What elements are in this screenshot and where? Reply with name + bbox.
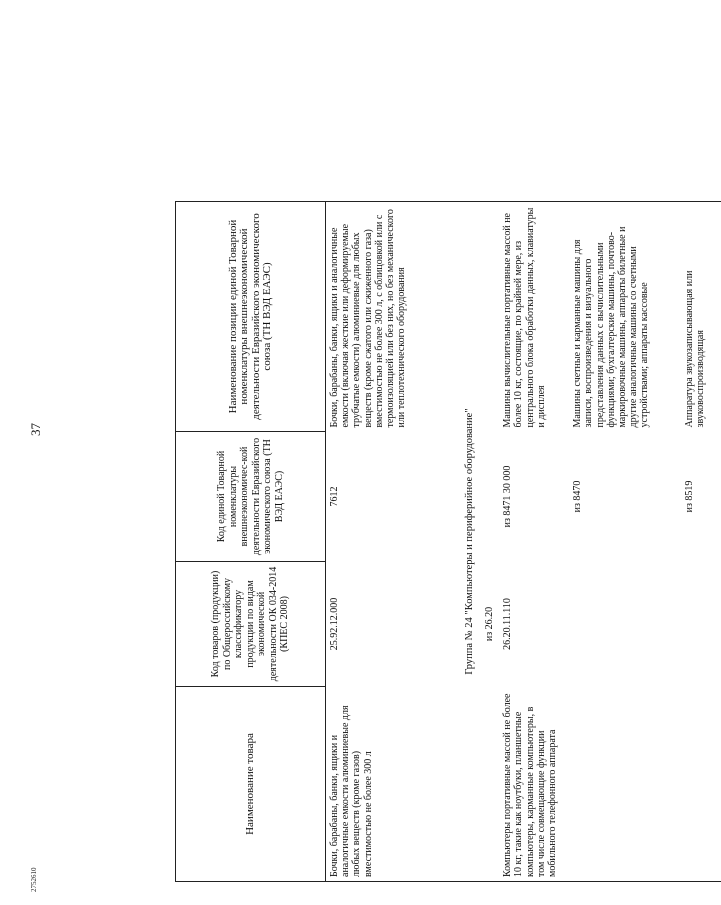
row3-tnved-name: Машины счетные и карманные машины для записи, воспроизведения и визуального представления данных с вычислительными функциями; бухгалтерские машины, почтово-маркировочные машины, аппараты билетные и другие аналогичные машины со счетными устройствами; аппараты кассовые [569, 202, 681, 432]
row2-tnved-name: Машины вычислительные портативные массой не более 10 кг, состоящие, по крайней мере, из центрального блока обработки данных, клавиатуры и дисплея [499, 202, 569, 432]
document-id: 2752610 [30, 867, 38, 892]
row3-tnved-code: из 8470 [572, 480, 584, 513]
header-tnved-code: Код единой Товарной номенклатуры внешнеэкономичес-кой деятельности Евразийского экономического союза (ТН ВЭД ЕАЭС) [176, 432, 326, 562]
rotated-document [175, 202, 707, 882]
row4-tnved-name: Аппаратура звукозаписывающая или звуковоспроизводящая [681, 202, 721, 432]
table-row [481, 202, 499, 882]
row1-tnved-code: 7612 [329, 486, 340, 507]
row4-tnved-code: из 8519 [684, 480, 696, 513]
row2-okpd2-code: 26.20.11.110 [502, 598, 514, 650]
table-row [569, 202, 681, 882]
table-row [681, 202, 721, 882]
header-okpd2-code: Код товаров (продукции) по Общероссийскому классификатору продукции по видам экономической деятельности ОК 034-2014 (КПЕС 2008) [176, 562, 326, 687]
header-tnved-name: Наименование позиции единой Товарной номенклатуры внешнеэкономической деятельности Евразийского экономического союза (ТН ВЭД ЕАЭС) [176, 202, 326, 432]
row1-okpd2-code: 25.92.12.000 [329, 597, 340, 651]
table-row [499, 202, 569, 882]
group-header-row [458, 202, 481, 882]
row1-tnved-name: Бочки, барабаны, банки, ящики и аналогичные емкости (включая жесткие или деформируемые трубчатые емкости) алюминиевые для любых веществ (кроме сжатого или сжиженного газа) вместимостью не более 300 л, с облицовкой или с термоизоляцией или без них, но без механического или теплотехнического оборудования [326, 202, 458, 432]
header-product-name: Наименование товара [176, 687, 326, 882]
row2-product-name: Компьютеры портативные массой не более 10 кг, такие как ноутбуки, планшетные компьютеры, карманные компьютеры, в том числе совмещающие функции мобильного телефонного аппарата [499, 687, 569, 882]
table-body [326, 201, 721, 882]
row2-tnved-code: из 8471 30 000 [502, 465, 514, 528]
table-row [326, 202, 458, 882]
group-code: из 26.20 [484, 606, 496, 642]
page-number: 37 [28, 423, 43, 436]
group-title: Группа № 24 "Компьютеры и периферийное оборудование" [464, 408, 475, 675]
row1-product-name: Бочки, барабаны, банки, ящики и аналогичные емкости алюминиевые для любых веществ (кроме газов) вместимостью не более 300 л [326, 687, 458, 882]
table-header [175, 201, 326, 882]
